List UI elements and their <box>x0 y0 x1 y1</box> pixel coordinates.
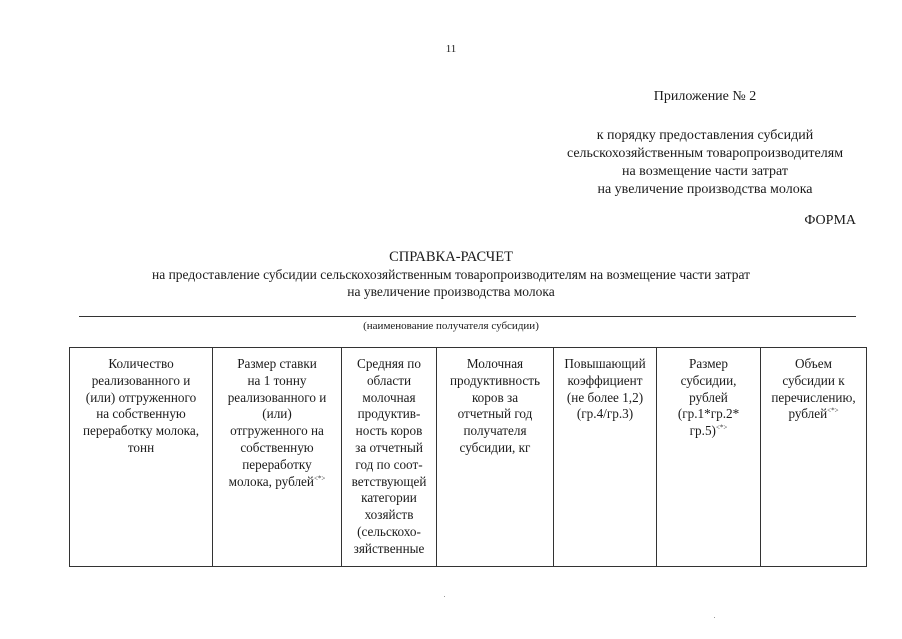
header-line: категории <box>361 490 417 506</box>
scan-speck <box>444 596 445 597</box>
header-line: реализованного и <box>227 389 327 405</box>
header-line: на 1 тонну <box>247 372 307 388</box>
header-line: рублей<*> <box>788 406 839 422</box>
column-header-3 <box>342 348 437 567</box>
header-line: (гр.1*гр.2* <box>677 406 740 422</box>
document-title: СПРАВКА-РАСЧЕТ <box>389 249 513 265</box>
header-line: за отчетный <box>355 439 423 455</box>
scan-speck <box>714 617 715 618</box>
column-header-4 <box>437 348 554 567</box>
column-header-6 <box>657 348 761 567</box>
column-header-1 <box>70 348 213 567</box>
header-line: молока, рублей<*> <box>228 473 326 489</box>
footnote-marker: <*> <box>313 474 326 483</box>
column-header-7 <box>761 348 867 567</box>
header-line: Размер ставки <box>237 356 317 371</box>
header-line: переработку молока, <box>82 423 200 439</box>
document-subtitle <box>60 266 842 300</box>
header-line: гр.5)<*> <box>689 423 728 439</box>
page-number: 11 <box>445 43 457 55</box>
header-line: (или) <box>262 406 292 422</box>
header-line: коров за <box>471 389 519 405</box>
footnote-marker: <*> <box>827 407 839 415</box>
header-line: продуктивность <box>449 372 541 388</box>
header-line: зяйственные <box>353 540 425 556</box>
header-line: Средняя по <box>357 356 421 371</box>
header-line: год по соот- <box>355 456 423 472</box>
header-line: ность коров <box>355 423 423 439</box>
subtitle-line: на увеличение производства молока <box>347 284 555 299</box>
header-line: области <box>366 372 412 388</box>
header-line: субсидии, <box>680 372 737 388</box>
calculation-table <box>69 347 867 567</box>
procedure-line: на возмещение части затрат <box>621 164 789 179</box>
recipient-name-line <box>79 316 856 317</box>
header-line: субсидии к <box>782 372 845 388</box>
header-line: Повышающий <box>564 356 646 371</box>
table-header-row <box>70 348 867 567</box>
header-line: коэффициент <box>567 372 643 388</box>
annex-heading: Приложение № 2 <box>653 89 757 104</box>
header-line: получателя <box>463 423 527 439</box>
header-line: реализованного и <box>91 372 191 388</box>
header-line: переработку <box>242 456 312 472</box>
header-line: (сельскохо- <box>357 523 421 539</box>
procedure-line: к порядку предоставления субсидий <box>596 128 814 143</box>
header-line: субсидии, кг <box>459 439 531 455</box>
subtitle-line: на предоставление субсидии сельскохозяйственным товаропроизводителям на возмещение части затрат <box>151 267 751 282</box>
header-line: тонн <box>127 439 155 455</box>
header-line: (или) отгруженного <box>85 389 197 405</box>
header-line: хозяйств <box>364 507 414 523</box>
recipient-caption: (наименование получателя субсидии) <box>363 320 539 332</box>
header-line: продуктив- <box>357 406 421 422</box>
header-line: отчетный год <box>457 406 533 422</box>
header-line: отгруженного на <box>230 423 324 439</box>
header-line: рублей <box>689 389 728 405</box>
header-line: Размер <box>688 356 728 371</box>
form-label: ФОРМА <box>804 213 856 228</box>
footnote-marker: <*> <box>715 423 728 432</box>
column-header-5 <box>554 348 657 567</box>
procedure-line: сельскохозяйственным товаропроизводителям <box>566 146 844 161</box>
header-line: собственную <box>240 439 314 455</box>
header-line: перечислению, <box>771 389 856 405</box>
procedure-reference <box>520 127 890 199</box>
column-header-2 <box>213 348 342 567</box>
procedure-line: на увеличение производства молока <box>597 182 813 197</box>
header-line: (гр.4/гр.3) <box>576 406 634 422</box>
header-line: Молочная <box>466 356 524 371</box>
header-line: на собственную <box>96 406 186 422</box>
header-line: Объем <box>795 356 832 371</box>
header-line: ветствующей <box>351 473 427 489</box>
header-line: Количество <box>108 356 174 371</box>
header-line: (не более 1,2) <box>566 389 644 405</box>
header-line: молочная <box>362 389 416 405</box>
